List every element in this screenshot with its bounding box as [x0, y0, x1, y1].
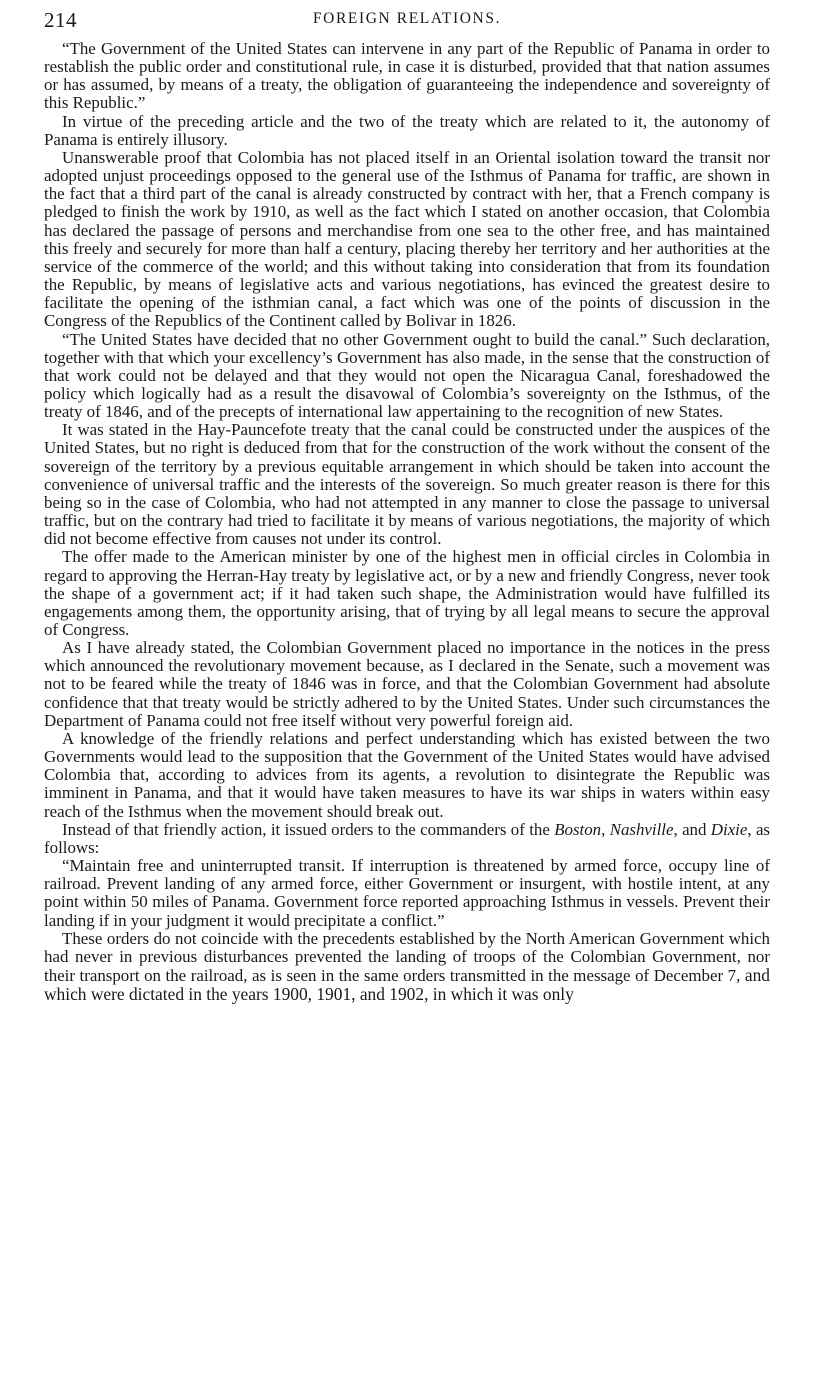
closing-last-line: and which were dictated in the years 1900, 1901, and 1902, in which it was only — [44, 964, 771, 1005]
paragraph-quoted-article: “The Government of the United States can intervene in any part of the Republic of Panama in order to restablish the public order and constitutional rule, in case it is disturbed, provided that that nation assumes or has assumed, by means of a treaty, the obligation of guaranteeing the independence and sovereignty of this Republic.” — [44, 39, 770, 113]
paragraph-hay-pauncefote: It was stated in the Hay-Pauncefote treaty that the canal could be constructed under the auspices of the United States, but no right is deduced from that for the construction of the work without the consent of the sovereign of the territory by a previous equitable arrangement in which should be taken into account the convenience of universal traffic and the interests of the sovereign. So much greater reason is there for this being so in the case of Colombia, who had not attempted in any manner to close the passage to universal traffic, but on the contrary had tried to facilitate it by means of various negotiations, the majority of which did not become effective from causes not under its control. — [44, 420, 770, 549]
paragraph-autonomy: In virtue of the preceding article and the two of the treaty which are related to it, the autonomy of Panama is entirely illusory. — [44, 111, 770, 149]
running-title: FOREIGN RELATIONS. — [312, 10, 502, 27]
orders-intro-sep-1: , — [601, 819, 610, 839]
document-page — [44, 8, 770, 1004]
page-number: 214 — [44, 8, 77, 32]
running-head — [44, 8, 770, 32]
ship-name-nashville: Nashville — [609, 819, 674, 839]
paragraph-closing — [44, 930, 770, 1005]
paragraph-colombian-government: As I have already stated, the Colombian Government placed no importance in the notices in the press which announced the revolutionary movement because, as I declared in the Senate, such a movement was not to be feared while the treaty of 1846 was in force, and that the Colombian Government had absolute confidence that that treaty would be strictly adhered to by the United States. Under such circumstances the Department of Panama could not free itself without very powerful foreign aid. — [44, 638, 770, 730]
ship-name-dixie: Dixie — [710, 819, 748, 839]
paragraph-quoted-order: “Maintain free and uninterrupted transit. If interruption is threatened by armed force, occupy line of railroad. Prevent landing of any armed force, either Government or insurgent, with hostile intent, at any point within 50 miles of Panama. Government force reported approaching Isthmus in vessels. Prevent their landing if in your judgment it would precipitate a conflict.” — [44, 856, 770, 930]
paragraph-orders-intro — [44, 821, 770, 857]
orders-intro-sep-2: , and — [673, 819, 711, 839]
paragraph-unanswerable-proof: Unanswerable proof that Colombia has not placed itself in an Oriental isolation toward the transit nor adopted unjust proceedings opposed to the general use of the Isthmus of Panama for traffic, are shown in the fact that a third part of the canal is already constructed by contract with her, that a French company is pledged to finish the work by 1910, as well as the fact which I stated on another occasion, that Colombia has declared the passage of persons and merchandise from one sea to the other free, and has maintained this freely and securely for more than half a century, placing thereby her territory and her authorities at the service of the commerce of the world; and this without taking into consideration that from its foundation the Republic, by means of legislative acts and various negotiations, has evinced the greatest desire to facilitate the opening of the isthmian canal, a fact which was one of the points of discussion in the Congress of the Republics of the Continent called by Bolivar in 1826. — [44, 147, 770, 331]
closing-main-text: These orders do not coincide with the precedents established by the North American Government which had never in previous disturbances prevented the landing of troops of the Colombian Government, nor their transport on the railroad, as is seen in the same orders transmitted in the message of December 7, — [44, 928, 770, 985]
body-text — [44, 40, 770, 1004]
paragraph-friendly-relations: A knowledge of the friendly relations and perfect understanding which has existed between the two Governments would lead to the supposition that the Government of the United States would have advised Colombia that, according to advices from its agents, a revolution to disintegrate the Republic was imminent in Panama, and that it would have taken measures to have its war ships in waters within easy reach of the Isthmus when the movement should break out. — [44, 728, 770, 821]
orders-intro-tail: , as follows: — [44, 819, 771, 857]
ship-name-boston: Boston — [554, 819, 602, 839]
paragraph-no-other-government: “The United States have decided that no other Government ought to build the canal.” Such declaration, together with that which your excellency’s Government has also made, in the sense that the construction of that work could not be delayed and that they would not open the Nicaragua Canal, foreshadowed the policy which logically had as a result the disavowal of Colombia’s sovereignty on the Isthmus, of the treaty of 1846, and of the precepts of international law appertaining to the recognition of new States. — [44, 329, 770, 422]
orders-intro-lead: Instead of that friendly action, it issued orders to the commanders of the — [62, 819, 550, 839]
paragraph-american-minister-offer: The offer made to the American minister by one of the highest men in official circles in Colombia in regard to approving the Herran-Hay treaty by legislative act, or by a new and friendly Congress, never took the shape of a government act; if it had taken such shape, the Administration would have fulfilled its engagements among them, the opportunity arising, that of trying by all legal means to secure the approval of Congress. — [44, 547, 770, 639]
